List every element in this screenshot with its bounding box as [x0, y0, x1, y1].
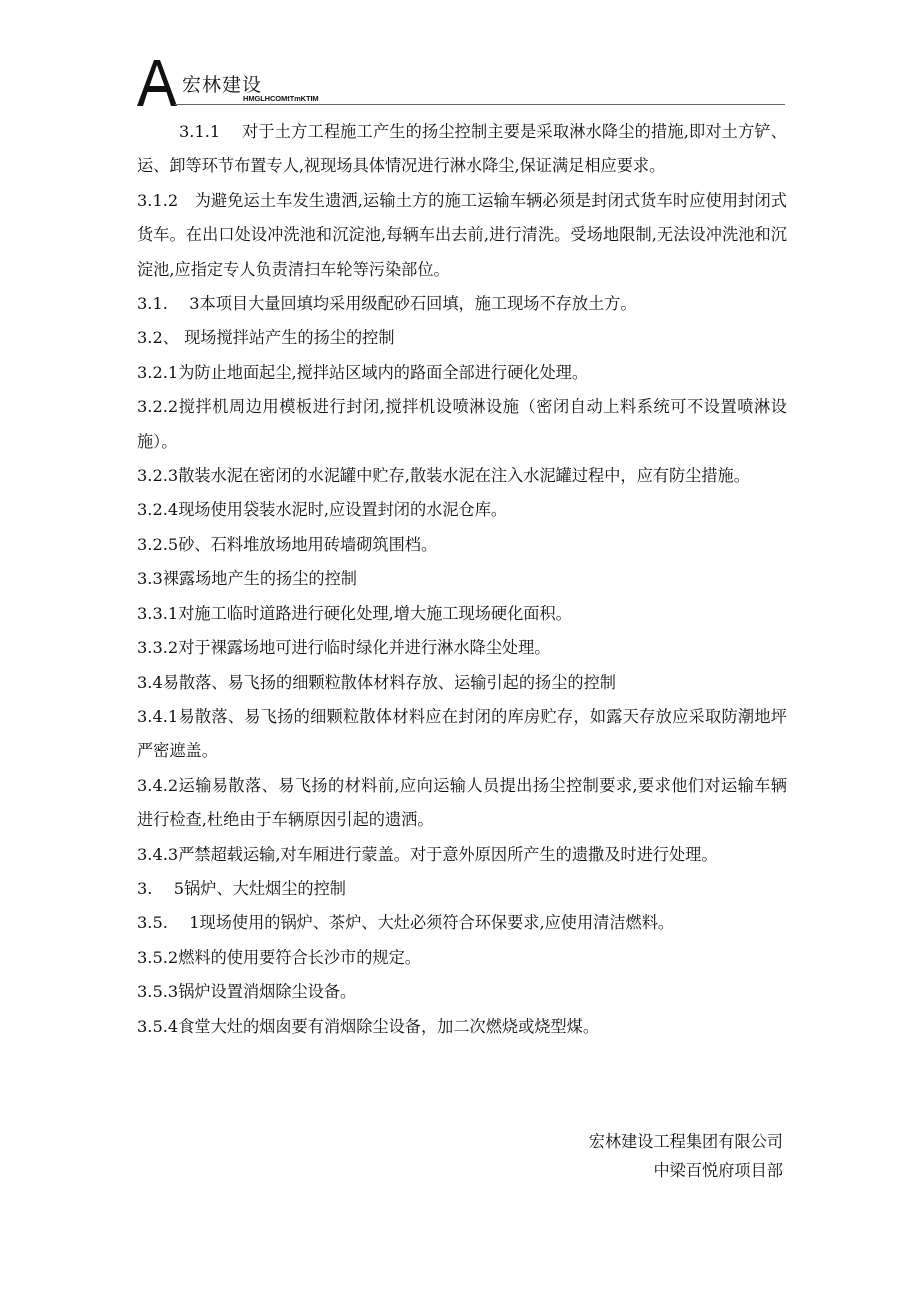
heading-3-4: 3.4易散落、易飞扬的细颗粒散体材料存放、运输引起的扬尘的控制	[137, 672, 616, 692]
document-body	[137, 115, 787, 1044]
paragraph-3-3-2: 3.3.2对于裸露场地可进行临时绿化并进行淋水降尘处理。	[137, 638, 551, 658]
page-header	[137, 60, 785, 108]
paragraph-3-1-1: 3.1.1 对于土方工程施工产生的扬尘控制主要是采取淋水降尘的措施,即对土方铲、运、卸等环节布置专人,视现场具体情况进行淋水降尘,保证满足相应要求。	[137, 122, 787, 176]
paragraph-3-3-1: 3.3.1对施工临时道路进行硬化处理,增大施工现场硬化面积。	[137, 603, 572, 623]
signature-company: 宏林建设工程集团有限公司	[588, 1132, 783, 1151]
company-name: 宏林建设	[182, 74, 263, 96]
company-english-name: HMGLHCOMtTmKTIM	[243, 94, 319, 103]
paragraph-3-2-4: 3.2.4现场使用袋装水泥时,应设置封闭的水泥仓库。	[137, 500, 508, 520]
paragraph-3-2-2: 3.2.2搅拌机周边用模板进行封闭,搅拌机设喷淋设施（密闭自动上料系统可不设置喷淋设施）。	[137, 397, 787, 451]
heading-3-5: 3. 5锅炉、大灶烟尘的控制	[137, 878, 346, 898]
paragraph-3-1-3: 3.1. 3本项目大量回填均采用级配砂石回填，施工现场不存放土方。	[137, 294, 637, 314]
paragraph-3-4-1: 3.4.1易散落、易飞扬的细颗粒散体材料应在封闭的库房贮存，如露天存放应采取防潮地坪严密遮盖。	[137, 706, 787, 761]
signature-department: 中梁百悦府项目部	[653, 1161, 783, 1180]
paragraph-3-5-1: 3.5. 1现场使用的锅炉、茶炉、大灶必须符合环保要求,应使用清洁燃料。	[137, 913, 675, 933]
paragraph-3-5-2: 3.5.2燃料的使用要符合长沙市的规定。	[137, 947, 421, 967]
paragraph-3-2-1: 3.2.1为防止地面起尘,搅拌站区域内的路面全部进行硬化处理。	[137, 362, 589, 382]
paragraph-3-1-2: 3.1.2 为避免运土车发生遗洒,运输土方的施工运输车辆必须是封闭式货车时应使用封闭式货车。在出口处设冲洗池和沉淀池,每辆车出去前,进行清洗。受场地限制,无法设冲洗池和沉淀池,应指定专人负责清扫车轮等污染部位。	[137, 190, 787, 279]
company-logo-icon	[137, 60, 177, 106]
heading-3-2: 3.2、 现场搅拌站产生的扬尘的控制	[137, 328, 395, 348]
header-divider	[175, 104, 785, 105]
paragraph-3-2-3: 3.2.3散装水泥在密闭的水泥罐中贮存,散装水泥在注入水泥罐过程中，应有防尘措施。	[137, 466, 750, 486]
paragraph-3-4-3: 3.4.3严禁超载运输,对车厢进行蒙盖。对于意外原因所产生的遗撒及时进行处理。	[137, 844, 718, 864]
signature-block	[589, 1127, 783, 1185]
paragraph-3-2-5: 3.2.5砂、石料堆放场地用砖墙砌筑围档。	[137, 534, 438, 554]
paragraph-3-4-2: 3.4.2运输易散落、易飞扬的材料前,应向运输人员提出扬尘控制要求,要求他们对运输车辆进行检查,杜绝由于车辆原因引起的遗洒。	[137, 775, 787, 830]
paragraph-3-5-3: 3.5.3锅炉设置消烟除尘设备。	[137, 982, 357, 1002]
paragraph-3-5-4: 3.5.4食堂大灶的烟囱要有消烟除尘设备，加二次燃烧或烧型煤。	[137, 1016, 600, 1036]
heading-3-3: 3.3裸露场地产生的扬尘的控制	[137, 569, 357, 589]
